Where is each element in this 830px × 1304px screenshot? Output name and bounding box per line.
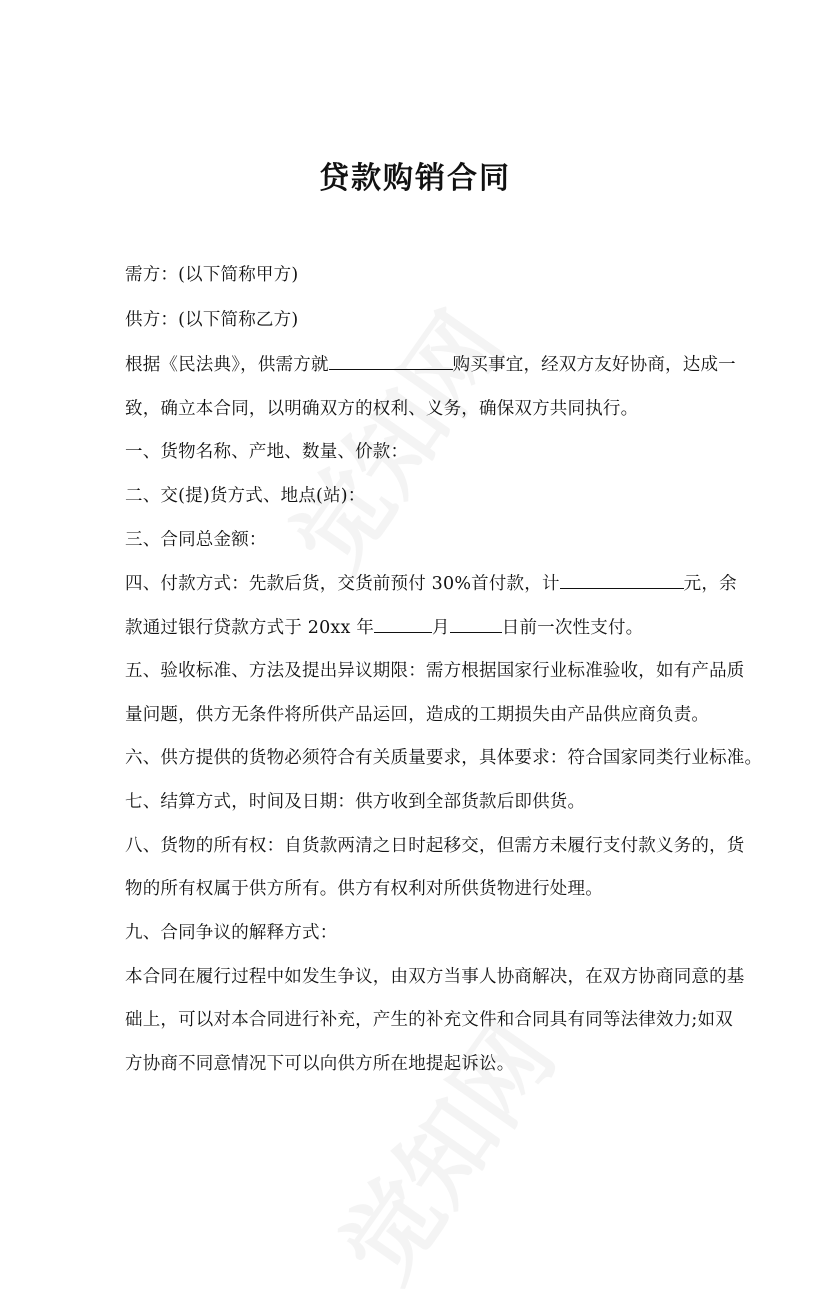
balance-mid: 月 (432, 618, 450, 638)
basis-line-2: 致，确立本合同，以明确双方的权利、义务，确保双方共同执行。 (125, 399, 639, 419)
seller-line: 供方：(以下简称乙方) (125, 310, 299, 330)
payment-before: 四、付款方式：先款后货，交货前预付 30%首付款，计 (125, 574, 560, 594)
clause-5: 五、验收标准、方法及提出异议期限：需方根据国家行业标准验收，如有产品质 (125, 661, 745, 681)
balance-after: 日前一次性支付。 (501, 618, 644, 638)
payment-after: 元，余 (683, 574, 737, 594)
basis-after: 购买事宜，经双方友好协商，达成一 (452, 355, 736, 375)
clause-7: 七、结算方式，时间及日期：供方收到全部货款后即供货。 (125, 792, 586, 812)
clause-6: 六、供方提供的货物必须符合有关质量要求，具体要求：符合国家同类行业标准。 (125, 748, 763, 768)
basis-before: 根据《民法典》，供需方就 (125, 355, 329, 375)
clause-1: 一、货物名称、产地、数量、价款： (125, 442, 409, 462)
dispute-line-3: 方协商不同意情况下可以向供方所在地提起诉讼。 (125, 1054, 515, 1074)
clause-4 (125, 570, 737, 597)
dispute-line-2: 础上，可以对本合同进行补充，产生的补充文件和合同具有同等法律效力;如双 (125, 1010, 733, 1030)
purchase-item-blank[interactable] (329, 351, 453, 370)
document-title: 贷款购销合同 (319, 161, 511, 196)
clause-2: 二、交(提)货方式、地点(站)： (125, 486, 366, 506)
dispute-line-1: 本合同在履行过程中如发生争议，由双方当事人协商解决，在双方协商同意的基 (125, 967, 745, 987)
watermark-lower (305, 992, 580, 1303)
basis-line (125, 351, 736, 378)
clause-9: 九、合同争议的解释方式： (125, 923, 338, 943)
balance-before: 款通过银行贷款方式于 20xx 年 (125, 618, 375, 638)
day-blank[interactable] (450, 614, 502, 633)
amount-blank[interactable] (560, 570, 684, 589)
clause-8-line-2: 物的所有权属于供方所有。供方有权利对所供货物进行处理。 (125, 879, 603, 899)
buyer-line: 需方：(以下简称甲方) (125, 265, 299, 285)
clause-4-line-2 (125, 614, 715, 641)
clause-8: 八、货物的所有权：自货款两清之日时起移交，但需方未履行支付款义务的，货 (125, 836, 745, 856)
clause-3: 三、合同总金额： (125, 530, 267, 550)
month-blank[interactable] (374, 614, 432, 633)
clause-5-line-2: 量问题，供方无条件将所供产品运回，造成的工期损失由产品供应商负责。 (125, 705, 710, 725)
